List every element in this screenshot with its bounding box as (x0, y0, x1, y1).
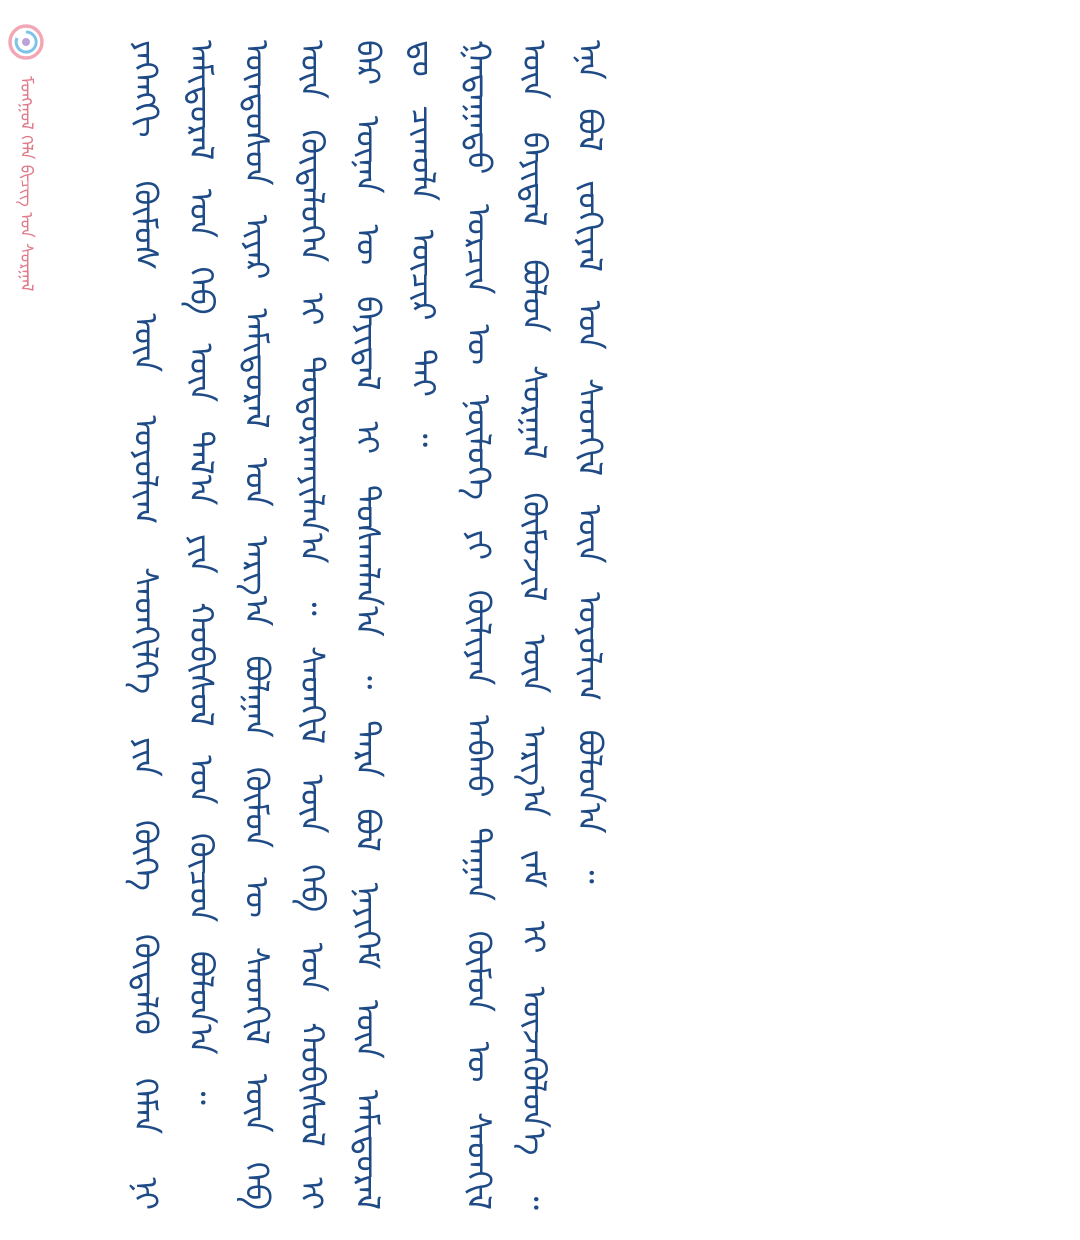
swirl-logo-icon (8, 24, 44, 60)
paragraph-3: ᠭᠠᠳᠠᠭᠠᠳᠤ ᠣᠷᠴᠢᠨ ᠦ ᠨᠥᠯᠦᠭᠡ ᠶᠢ ᠬᠦᠯᠢᠶᠡᠨ ᠠᠪᠬᠤ ᠳᠠᠭᠠᠨ ᠬᠦᠮᠦᠨ ᠦ ᠰᠡᠳᠬᠢᠯ ᠦᠨ ᠪᠠᠶᠢᠳᠠᠯ ᠪᠣᠯᠤᠨ ᠰᠤᠷᠭᠠᠯ ᠬᠥᠮᠦᠵᠢᠯ ᠦᠨ ᠠᠷᠭ᠎ᠠ ᠵᠠᠮ ᠢ ᠦᠵᠡᠭᠦᠯᠦᠨ᠎ᠡ ᠃ ᠡᠨᠡ ᠪᠣᠯ ᠵᠣᠬᠢᠶᠠᠯ ᠤᠨ ᠰᠡᠳᠬᠢᠯ ᠦᠨ ᠤᠶᠤᠯᠢᠭ ᠪᠣᠯᠤᠨ᠎ᠠ ᠃ (459, 40, 610, 1210)
watermark (4, 22, 48, 422)
paragraph-2: ᠦᠨᠳᠦᠰᠦᠨ ᠢᠶᠡᠷ ᠠᠮᠢᠳᠤᠷᠠᠯ ᠤᠨ ᠠᠷᠭ᠎ᠠ ᠪᠣᠯᠭᠠᠨ ᠬᠦᠮᠦᠨ ᠦ ᠰᠡᠳᠬᠢᠯ ᠦᠨ ᠬᠡᠪ ᠦᠨ ᠬᠥᠳᠡᠯᠦᠭᠡᠨ ᠢ ᠲᠣᠳᠣᠷᠬᠠᠶᠢᠯᠠᠨ᠎ᠠ ᠃ ᠰᠡᠳᠬᠢᠯ ᠦᠨ ᠬᠡᠪ ᠤᠨ ᠬᠤᠪᠢᠰᠤᠯ ᠢ ᠪᠠᠷ ᠦᠨᠡᠨ ᠦ ᠪᠠᠶᠢᠳᠠᠯ ᠢ ᠲᠤᠰᠬᠠᠯᠠᠨ᠎ᠠ ᠃ ᠲᠡᠷᠡ ᠪᠣᠯ ᠨᠡᠶᠢᠭᠡᠮ ᠦᠨ ᠠᠮᠢᠳᠤᠷᠠᠯ ᠳᠤ ᠴᠢᠬᠤᠯᠠ ᠦᠴᠢᠷ ᠲᠠᠶ ᠃ (237, 40, 443, 1210)
article-text (118, 40, 978, 1210)
paragraph-1: ᠶᠡᠬᠡᠩᠬᠢ ᠬᠦᠮᠦᠰ ᠦᠨ ᠤᠶᠤᠯᠢᠭ ᠰᠡᠳᠬᠢᠯᠭᠡ ᠶᠢᠨ ᠬᠥᠬᠡ ᠬᠦᠳᠡᠯᠬᠦ ᠬᠡᠮᠡᠨ ᠨᠢ ᠠᠮᠢᠳᠤᠷᠠᠯ ᠤᠨ ᠬᠡᠪ ᠦᠨ ᠲᠠᠯ᠎ᠠ ᠶᠢᠨ ᠬᠤᠪᠢᠰᠤᠯ ᠤᠨ ᠬᠦᠴᠦᠨ ᠪᠣᠯᠤᠨ᠎ᠠ ᠃ (126, 40, 221, 1210)
watermark-text: ᠮᠣᠩᠭᠣᠯ ᠬᠡᠯᠡ ᠪᠢᠴᠢᠭ ᠤᠨ ᠰᠤᠷᠭᠠᠯ (16, 76, 36, 292)
